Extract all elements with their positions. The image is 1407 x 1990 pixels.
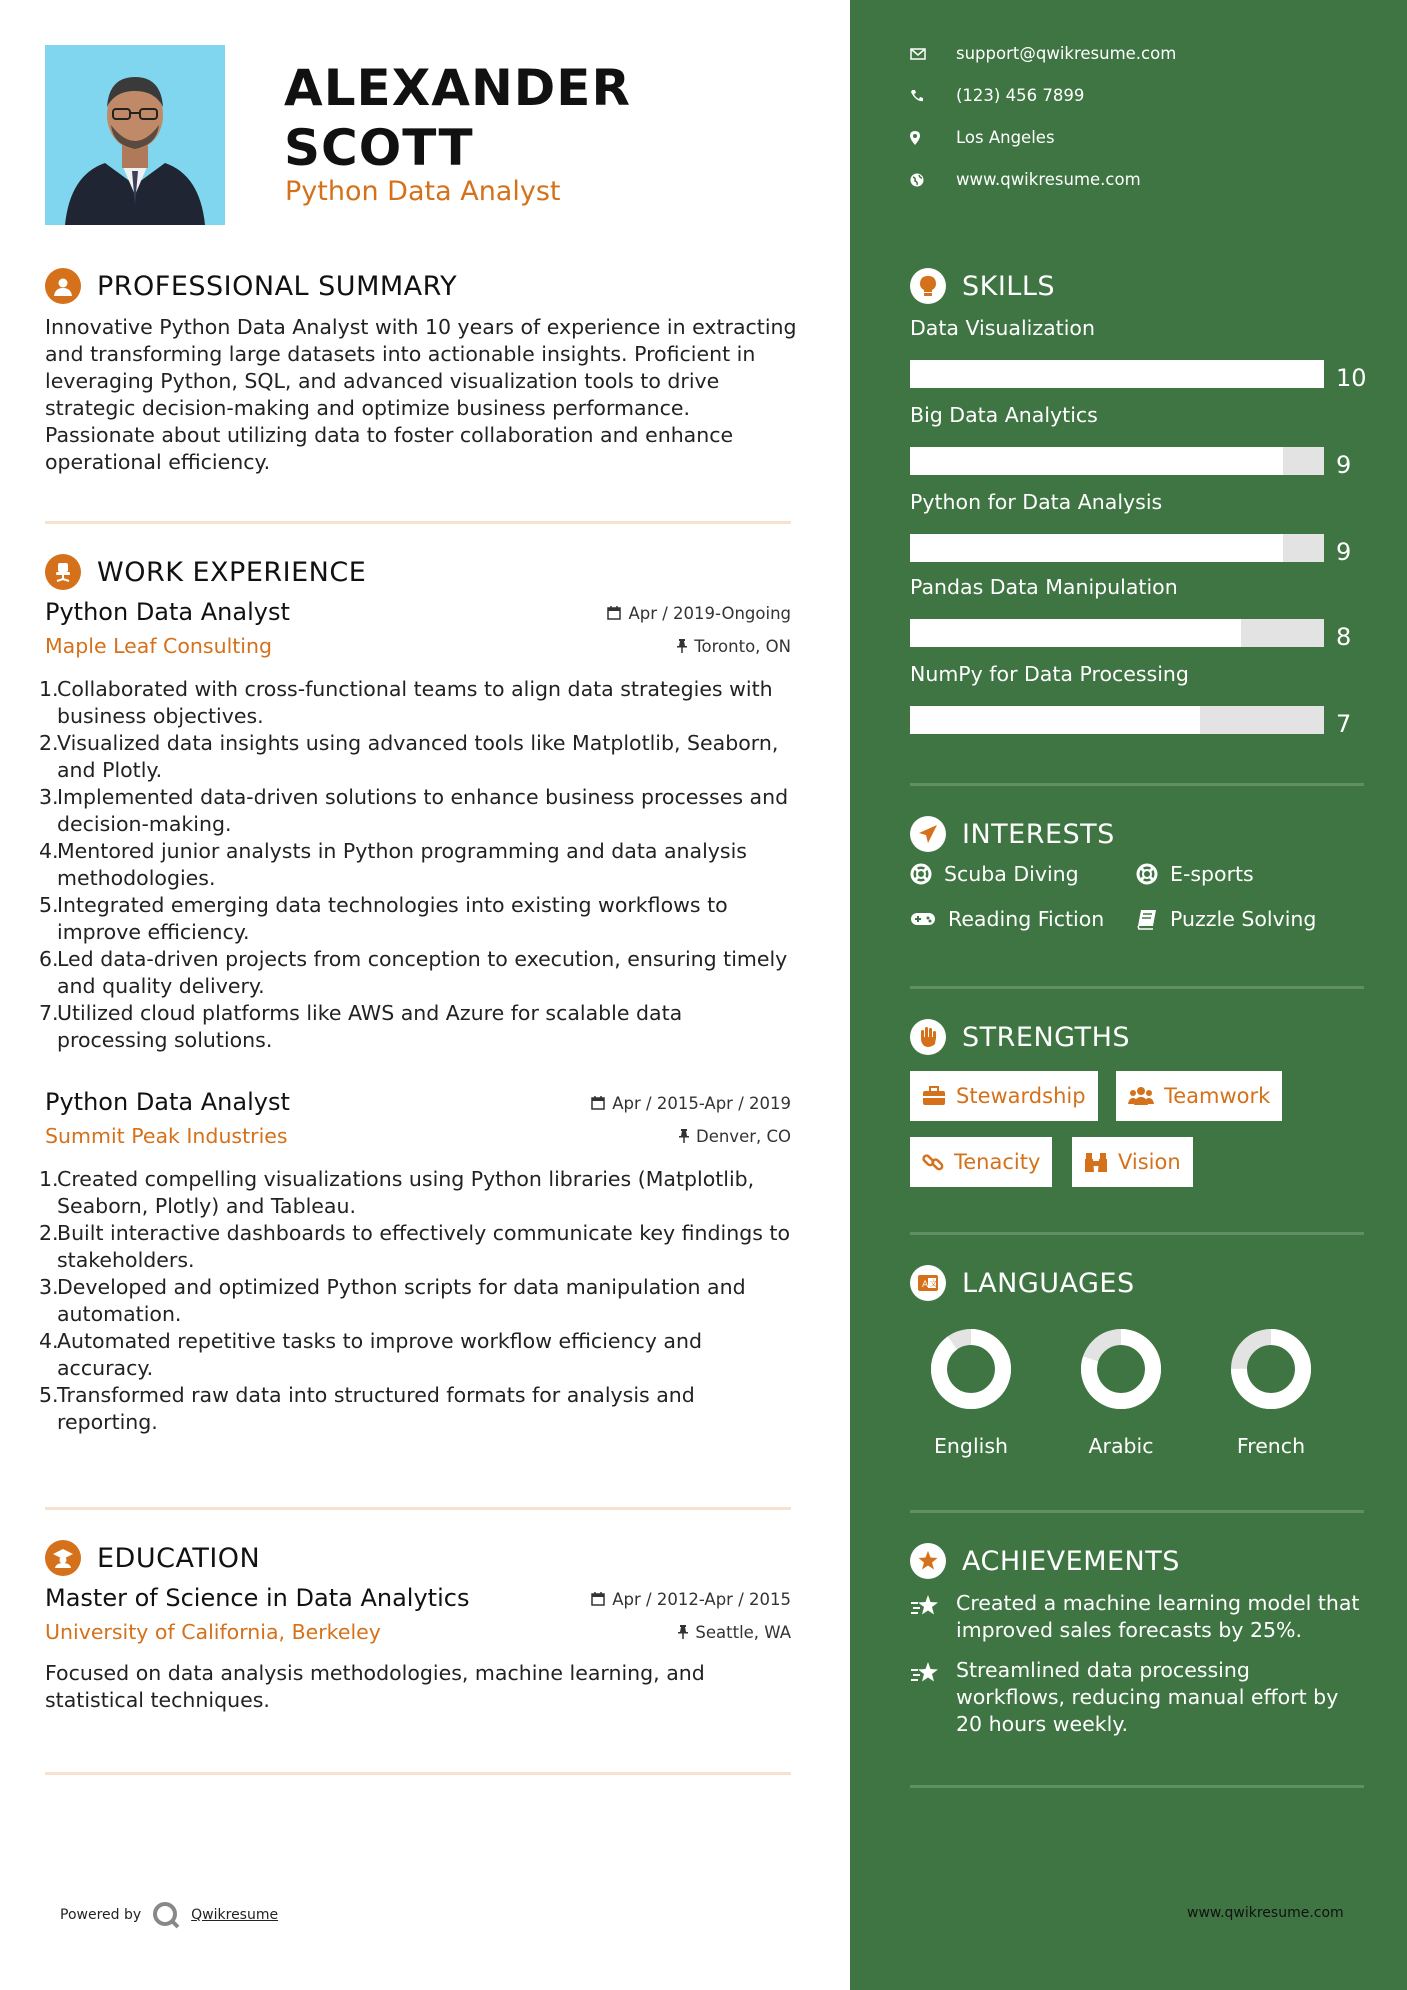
summary-heading — [45, 266, 457, 306]
strengths-heading — [910, 1017, 1130, 1057]
calendar-icon — [591, 1096, 605, 1110]
interests-title: INTERESTS — [962, 818, 1115, 850]
languages-title: LANGUAGES — [962, 1267, 1135, 1299]
pin-icon — [677, 639, 687, 653]
graduate-icon — [45, 1540, 81, 1576]
list-item: 4. Mentored junior analysts in Python programming and data analysis methodologies. — [39, 839, 747, 890]
language-name: French — [1236, 1434, 1306, 1458]
interest-item: Reading Fiction — [910, 907, 1104, 931]
sidebar-divider — [910, 986, 1364, 989]
experience-title: WORK EXPERIENCE — [97, 556, 367, 588]
skill-bar-fill — [910, 447, 1283, 475]
map-marker-icon — [910, 131, 936, 145]
skill-name: Big Data Analytics — [910, 403, 1098, 427]
first-name: ALEXANDER — [284, 59, 631, 117]
powered-by-footer — [60, 1900, 278, 1930]
star-icon — [910, 1657, 942, 1738]
skill-bar — [910, 619, 1324, 647]
interest-item: Scuba Diving — [910, 862, 1079, 886]
hand-icon — [910, 1019, 946, 1055]
skill-bar — [910, 447, 1324, 475]
list-item: 2. Visualized data insights using advanced tools like Matplotlib, Seaborn, and Plotly. — [39, 731, 779, 782]
life-ring-icon — [910, 863, 932, 885]
education-dates: Apr / 2012-Apr / 2015 — [591, 1590, 791, 1609]
school: University of California, Berkeley — [45, 1620, 381, 1644]
language-item — [1066, 1326, 1176, 1458]
degree: Master of Science in Data Analytics — [45, 1584, 470, 1612]
skill-name: Data Visualization — [910, 316, 1095, 340]
calendar-icon — [591, 1592, 605, 1606]
book-icon — [1136, 908, 1158, 930]
last-name: SCOTT — [284, 119, 474, 177]
language-name: Arabic — [1088, 1434, 1154, 1458]
language-item — [916, 1326, 1026, 1458]
language-level-ring — [1078, 1326, 1164, 1412]
skill-item — [910, 316, 1367, 392]
sidebar-divider — [910, 783, 1364, 786]
skill-score: 10 — [1336, 364, 1367, 392]
job-responsibilities — [39, 1166, 791, 1436]
education-heading — [45, 1538, 260, 1578]
calendar-icon — [607, 606, 621, 620]
skill-item — [910, 403, 1364, 479]
user-icon — [45, 268, 81, 304]
interest-item: E-sports — [1136, 862, 1254, 886]
profile-photo — [45, 45, 225, 225]
lightbulb-icon — [910, 268, 946, 304]
candidate-name — [284, 58, 804, 178]
strength-chip: Vision — [1072, 1137, 1193, 1187]
language-item — [1216, 1326, 1326, 1458]
skill-bar-fill — [910, 706, 1200, 734]
skill-score: 9 — [1336, 538, 1352, 566]
strengths-title: STRENGTHS — [962, 1021, 1131, 1053]
job-entry — [39, 598, 791, 1054]
envelope-icon — [910, 48, 936, 60]
sidebar-divider — [910, 1232, 1364, 1235]
job-location: Denver, CO — [679, 1127, 791, 1146]
job-role: Python Data Analyst — [45, 1088, 290, 1116]
briefcase-icon — [922, 1086, 946, 1106]
language-level-ring — [928, 1326, 1014, 1412]
strength-chip: Stewardship — [910, 1071, 1098, 1121]
language-name: English — [933, 1434, 1009, 1458]
list-item: 7. Utilized cloud platforms like AWS and Azure for scalable data processing solutions. — [39, 1001, 683, 1052]
contact-location: Los Angeles — [910, 128, 1055, 147]
skill-item — [910, 662, 1364, 738]
list-item: 3. Developed and optimized Python scripts for data manipulation and automation. — [39, 1275, 746, 1326]
qwikresume-link[interactable]: Qwikresume — [191, 1907, 279, 1923]
skill-bar-fill — [910, 534, 1283, 562]
job-responsibilities — [39, 676, 791, 1054]
svg-text:A: A — [922, 1280, 929, 1290]
sidebar-divider — [910, 1510, 1364, 1513]
skill-score: 9 — [1336, 451, 1352, 479]
achievements-heading — [910, 1541, 1180, 1581]
section-divider — [45, 1772, 791, 1775]
contact-website: www.qwikresume.com — [910, 170, 1141, 189]
job-company: Maple Leaf Consulting — [45, 634, 273, 658]
binoculars-icon — [1084, 1151, 1108, 1173]
powered-by-label: Powered by — [60, 1907, 142, 1923]
skill-score: 8 — [1336, 623, 1352, 651]
list-item: 2. Built interactive dashboards to effectively communicate key findings to stakeholders. — [39, 1221, 791, 1272]
globe-icon — [910, 173, 936, 187]
job-location: Toronto, ON — [677, 637, 791, 656]
languages-heading — [910, 1263, 1135, 1303]
section-divider — [45, 521, 791, 524]
phone-icon — [910, 89, 936, 103]
job-dates: Apr / 2015-Apr / 2019 — [591, 1094, 791, 1113]
list-item: 4. Automated repetitive tasks to improve workflow efficiency and accuracy. — [39, 1329, 702, 1380]
star-badge-icon — [910, 1543, 946, 1579]
pin-icon — [678, 1625, 688, 1639]
skill-name: NumPy for Data Processing — [910, 662, 1189, 686]
footer-site[interactable]: www.qwikresume.com — [1187, 1905, 1344, 1921]
job-dates: Apr / 2019-Ongoing — [607, 604, 791, 623]
candidate-title: Python Data Analyst — [285, 176, 561, 207]
list-item: 1. Collaborated with cross-functional teams to align data strategies with business objectives. — [39, 677, 773, 728]
pin-icon — [679, 1129, 689, 1143]
sidebar-divider — [910, 1785, 1364, 1788]
skill-name: Python for Data Analysis — [910, 490, 1163, 514]
language-level-ring — [1228, 1326, 1314, 1412]
person-portrait-icon — [45, 45, 225, 225]
achievement-item: Created a machine learning model that improved sales forecasts by 25%. — [910, 1590, 1364, 1644]
skill-bar-fill — [910, 360, 1324, 388]
achievements-title: ACHIEVEMENTS — [962, 1545, 1180, 1577]
translate-icon — [910, 1265, 946, 1301]
interest-item: Puzzle Solving — [1136, 907, 1316, 931]
job-role: Python Data Analyst — [45, 598, 290, 626]
skill-name: Pandas Data Manipulation — [910, 575, 1178, 599]
skills-heading — [910, 266, 1055, 306]
skill-item — [910, 575, 1364, 651]
experience-heading — [45, 552, 366, 592]
skills-title: SKILLS — [962, 270, 1056, 302]
skill-bar-fill — [910, 619, 1241, 647]
summary-text: Innovative Python Data Analyst with 10 years of experience in extracting and transforming large datasets into actionable insights. Proficient in leveraging Python, SQL, and advanced visualization tools to drive strategic decision-making and optimize business performance. Passionate about utilizing data to foster collaboration and enhance operational efficiency. — [45, 315, 797, 474]
star-icon — [910, 1590, 942, 1644]
svg-text:文: 文 — [929, 1279, 938, 1288]
education-title: EDUCATION — [97, 1542, 261, 1574]
interests-heading — [910, 814, 1115, 854]
section-divider — [45, 1507, 791, 1510]
users-icon — [1128, 1086, 1154, 1106]
list-item: 6. Led data-driven projects from conception to execution, ensuring timely and quality delivery. — [39, 947, 788, 998]
skill-bar — [910, 534, 1324, 562]
contact-email: support@qwikresume.com — [910, 44, 1176, 63]
office-chair-icon — [45, 554, 81, 590]
skill-item — [910, 490, 1364, 566]
qwikresume-logo-icon — [151, 1900, 181, 1930]
skill-bar — [910, 706, 1324, 734]
paper-plane-icon — [910, 816, 946, 852]
life-ring-icon — [1136, 863, 1158, 885]
list-item: 3. Implemented data-driven solutions to enhance business processes and decision-making. — [39, 785, 789, 836]
education-description: Focused on data analysis methodologies, machine learning, and statistical techniques. — [45, 1661, 705, 1712]
achievement-item: Streamlined data processing workflows, reducing manual effort by 20 hours weekly. — [910, 1657, 1364, 1738]
education-entry — [45, 1584, 791, 1714]
strength-chip: Tenacity — [910, 1137, 1052, 1187]
summary-title: PROFESSIONAL SUMMARY — [97, 270, 458, 302]
list-item: 5. Transformed raw data into structured formats for analysis and reporting. — [39, 1383, 695, 1434]
gamepad-icon — [910, 910, 936, 928]
contact-phone: (123) 456 7899 — [910, 86, 1084, 105]
job-entry — [39, 1088, 791, 1436]
list-item: 1. Created compelling visualizations using Python libraries (Matplotlib, Seaborn, Plotly) and Tableau. — [39, 1167, 755, 1218]
link-icon — [922, 1151, 944, 1173]
skill-score: 7 — [1336, 710, 1352, 738]
skill-bar — [910, 360, 1324, 388]
list-item: 5. Integrated emerging data technologies into existing workflows to improve efficiency. — [39, 893, 728, 944]
education-location: Seattle, WA — [678, 1623, 791, 1642]
strength-chip: Teamwork — [1116, 1071, 1282, 1121]
job-company: Summit Peak Industries — [45, 1124, 288, 1148]
